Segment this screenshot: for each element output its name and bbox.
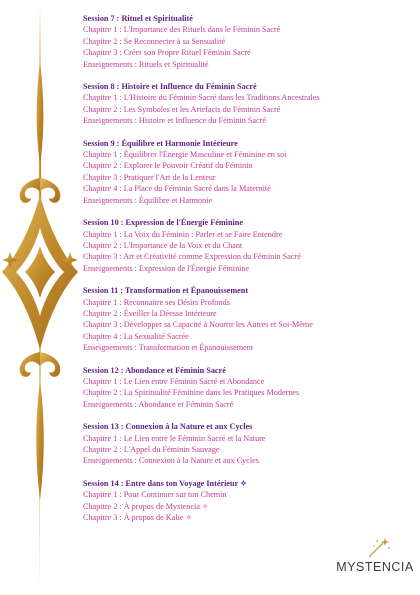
session-block xyxy=(83,365,413,411)
chapter-item[interactable]: Chapitre 2 : À propos de Mystencia ✧ xyxy=(83,501,209,511)
session-title: Session 14 : Entre dans ton Voyage Intérieur ✧ xyxy=(83,478,247,488)
chapter-item[interactable]: Chapitre 2 : L'Appel du Féminin Sauvage xyxy=(83,445,220,454)
chapter-item[interactable]: Chapitre 2 : Éveiller la Déesse Intérieure xyxy=(83,308,217,318)
table-of-contents xyxy=(83,13,413,534)
chapter-item[interactable]: Chapitre 3 : Développer sa Capacité à Nourrir les Autres et Soi-Même xyxy=(83,320,313,330)
gold-ornament-decoration xyxy=(0,0,80,595)
session-block xyxy=(83,421,413,467)
chapter-item[interactable]: Chapitre 3 : Art et Créativité comme Expression du Féminin Sacré xyxy=(83,252,301,262)
chapter-item[interactable]: Enseignements : Transformation et Épanouissement xyxy=(83,343,254,353)
chapter-item[interactable]: Chapitre 2 : Les Symboles et les Artefacts du Féminin Sacré xyxy=(83,104,281,114)
chapter-item[interactable]: Chapitre 3 : À propos de Kalie ✧ xyxy=(83,513,193,523)
chapter-item[interactable]: Chapitre 3 : Pratiquer l'Art de la Lenteur xyxy=(83,172,216,182)
session-block xyxy=(83,81,413,127)
mystencia-logo xyxy=(335,535,415,575)
session-title: Session 12 : Abondance et Féminin Sacré xyxy=(83,365,226,375)
session-title: Session 11 : Transformation et Épanouissement xyxy=(83,286,249,296)
chapter-item[interactable]: Enseignements : Abondance et Féminin Sacré xyxy=(83,399,234,409)
chapter-item[interactable]: Enseignements : Rituels et Spiritualité xyxy=(83,59,209,69)
session-block xyxy=(83,285,413,353)
chapter-item[interactable]: Chapitre 1 : L'Importance des Rituels dans le Féminin Sacré xyxy=(83,25,281,35)
session-block xyxy=(83,13,413,70)
chapter-item[interactable]: Chapitre 4 : La Sexualité Sacrée xyxy=(83,331,189,341)
session-title: Session 13 : Connexion à la Nature et aux Cycles xyxy=(83,422,253,432)
session-title: Session 7 : Rituel et Spiritualité xyxy=(83,14,193,23)
chapter-item[interactable]: Enseignements : Équilibre et Harmonie xyxy=(83,195,213,205)
session-block xyxy=(83,478,413,524)
chapter-item[interactable]: Chapitre 2 : La Spiritualité Féminine dans les Pratiques Modernes xyxy=(83,388,300,398)
chapter-item[interactable]: Chapitre 3 : Créer son Propre Rituel Féminin Sacré xyxy=(83,48,251,58)
chapter-item[interactable]: Chapitre 1 : Équilibrer l'Énergie Masculine et Féminine en soi xyxy=(83,150,287,160)
session-title: Session 10 : Expression de l'Énergie Féminine xyxy=(83,218,243,228)
chapter-item[interactable]: Enseignements : Connexion à la Nature et aux Cycles xyxy=(83,456,259,466)
chapter-item[interactable]: Chapitre 1 : Le Lien entre le Féminin Sacré et la Nature xyxy=(83,433,266,443)
chapter-item[interactable]: Chapitre 1 : Pour Continuer sur ton Chemin xyxy=(83,490,227,500)
session-title: Session 8 : Histoire et Influence du Féminin Sacré xyxy=(83,82,257,92)
chapter-item[interactable]: Chapitre 1 : La Voix du Féminin : Parler et se Faire Entendre xyxy=(83,229,283,239)
brand-name: MYSTENCIA xyxy=(336,560,414,574)
chapter-item[interactable]: Chapitre 1 : Le Lien entre Féminin Sacré et Abondance xyxy=(83,376,265,386)
session-block xyxy=(83,138,413,206)
chapter-item[interactable]: Enseignements : Expression de l'Énergie Féminine xyxy=(83,263,250,273)
chapter-item[interactable]: Chapitre 1 : L'Histoire du Féminin Sacré dans les Traditions Ancestrales xyxy=(83,93,320,103)
chapter-item[interactable]: Chapitre 2 : Se Reconnecter à sa Sensualité xyxy=(83,36,226,46)
chapter-item[interactable]: Chapitre 2 : Explorer le Pouvoir Créatif du Féminin xyxy=(83,161,253,171)
chapter-item[interactable]: Enseignements : Histoire et Influence du Féminin Sacré xyxy=(83,116,267,126)
session-title: Session 9 : Équilibre et Harmonie Intérieure xyxy=(83,138,238,148)
chapter-item[interactable]: Chapitre 4 : La Place du Féminin Sacré dans la Maternité xyxy=(83,184,271,194)
session-block xyxy=(83,217,413,274)
chapter-item[interactable]: Chapitre 1 : Reconnaitre ses Désirs Profonds xyxy=(83,297,230,307)
chapter-item[interactable]: Chapitre 2 : L'Importance de la Voix et du Chant xyxy=(83,240,243,250)
magic-wand-sparkle-icon xyxy=(363,535,393,561)
